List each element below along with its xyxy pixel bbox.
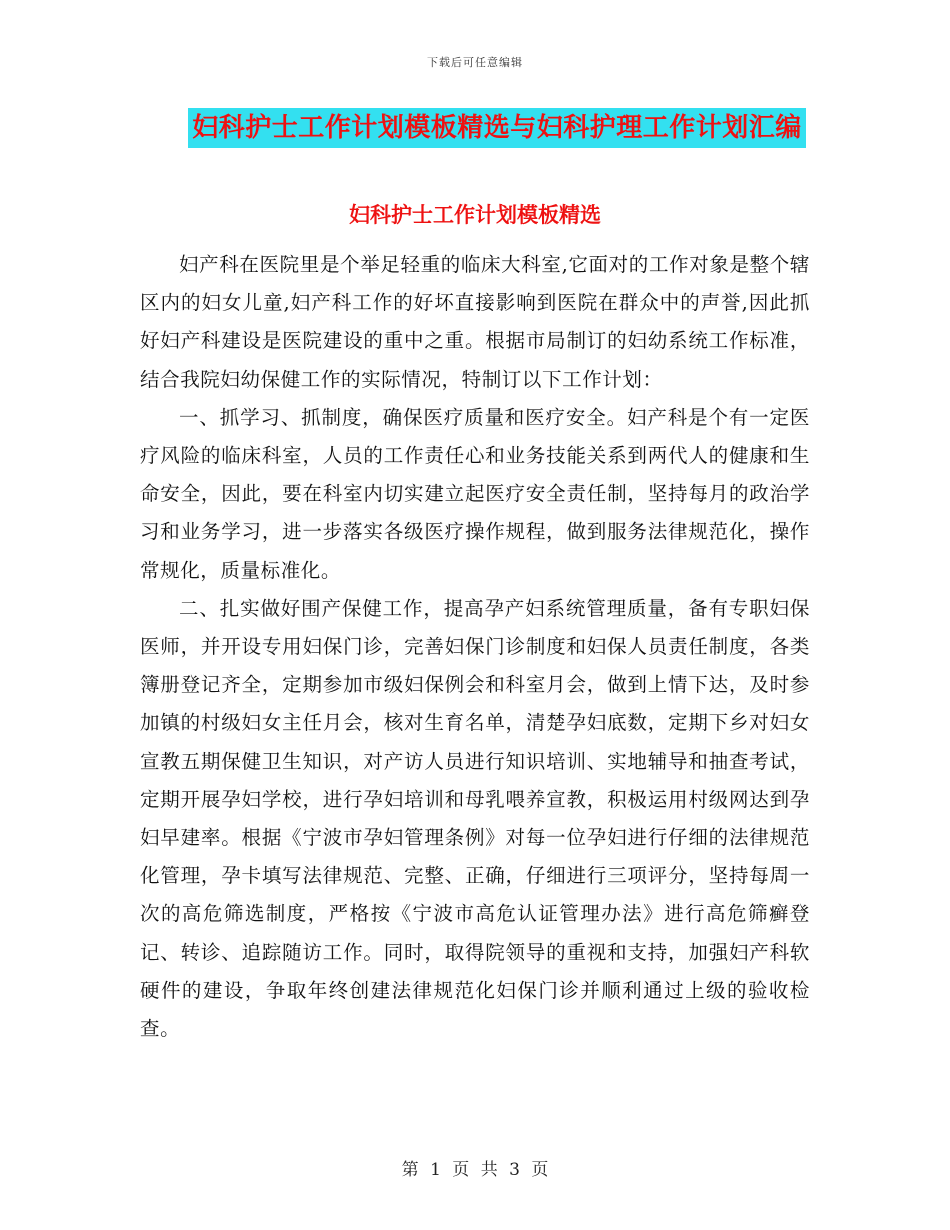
main-title: 妇科护士工作计划模板精选与妇科护理工作计划汇编 [188, 108, 806, 148]
paragraph-intro: 妇产科在医院里是个举足轻重的临床大科室,它面对的工作对象是整个辖区内的妇女儿童,妇产科工作的好坏直接影响到医院在群众中的声誉,因此抓好妇产科建设是医院建设的重中之重。根据市局制订的妇幼系统工作标准，结合我院妇幼保健工作的实际情况，特制订以下工作计划： [140, 253, 810, 391]
page-header-note: 下载后可任意编辑 [427, 56, 523, 69]
section-title: 妇科护士工作计划模板精选 [349, 203, 601, 227]
paragraph-item-1: 一、抓学习、抓制度，确保医疗质量和医疗安全。妇产科是个有一定医疗风险的临床科室，人员的工作责任心和业务技能关系到两代人的健康和生命安全，因此，要在科室内切实建立起医疗安全责任制，坚持每月的政治学习和业务学习，进一步落实各级医疗操作规程，做到服务法律规范化，操作常规化，质量标准化。 [140, 405, 810, 582]
main-title-container [0, 108, 950, 148]
paragraph-item-2: 二、扎实做好围产保健工作，提高孕产妇系统管理质量，备有专职妇保医师，并开设专用妇保门诊，完善妇保门诊制度和妇保人员责任制度，各类簿册登记齐全，定期参加市级妇保例会和科室月会，做到上情下达，及时参加镇的村级妇女主任月会，核对生育名单，清楚孕妇底数，定期下乡对妇女宣教五期保健卫生知识，对产访人员进行知识培训、实地辅导和抽查考试，定期开展孕妇学校，进行孕妇培训和母乳喂养宣教，积极运用村级网达到孕妇早建率。根据《宁波市孕妇管理条例》对每一位孕妇进行仔细的法律规范化管理，孕卡填写法律规范、完整、正确，仔细进行三项评分，坚持每周一次的高危筛选制度，严格按《宁波市高危认证管理办法》进行高危筛癣登记、转诊、追踪随访工作。同时，取得院领导的重视和支持，加强妇产科软硬件的建设，争取年终创建法律规范化妇保门诊并顺利通过上级的验收检查。 [140, 596, 810, 1041]
document-body [140, 246, 810, 1048]
page-footer: 第 1 页 共 3 页 [401, 1160, 549, 1180]
